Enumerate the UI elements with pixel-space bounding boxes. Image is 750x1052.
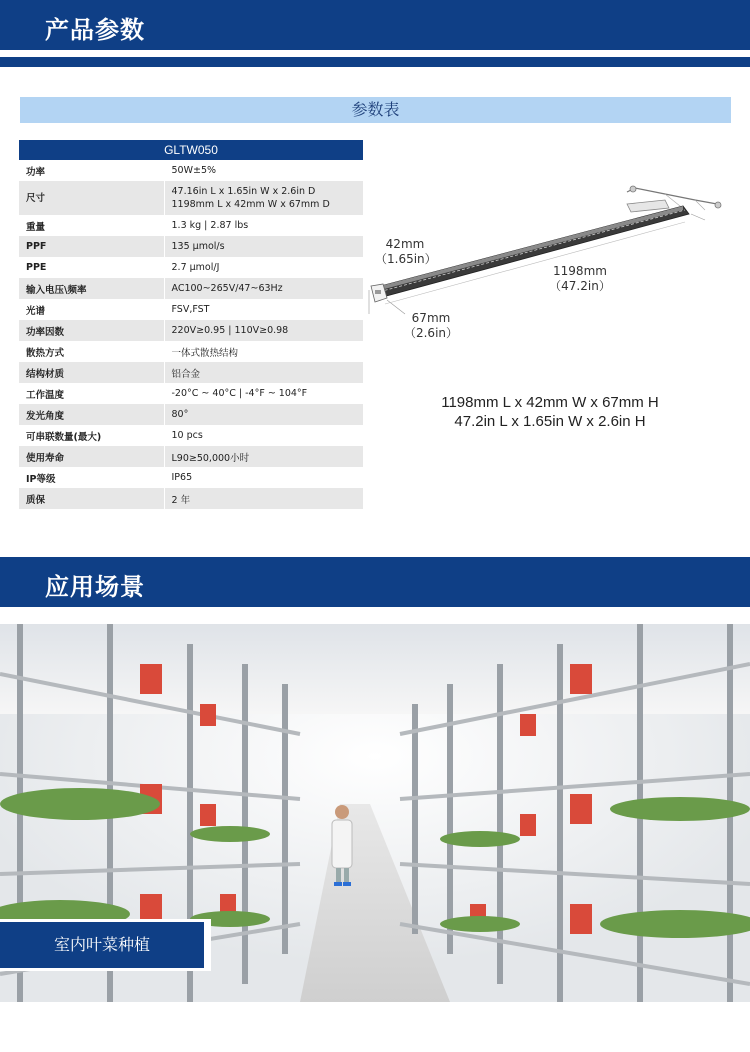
spec-row xyxy=(19,341,363,362)
spec-label: 工作温度 xyxy=(19,383,164,404)
spec-value xyxy=(164,181,363,215)
spec-value-line: -20°C ~ 40°C | -4°F ~ 104°F xyxy=(171,388,308,399)
dimension-diagram xyxy=(365,180,735,350)
spec-label: 质保 xyxy=(19,488,164,509)
spec-row xyxy=(19,299,363,320)
length-dimension xyxy=(545,264,615,294)
spec-value-line: 47.16in L x 1.65in W x 2.6in D xyxy=(171,186,316,197)
spec-value-line: 2 年 xyxy=(171,494,191,506)
spec-value xyxy=(164,362,363,383)
summary-metric: 1198mm L x 42mm W x 67mm H xyxy=(441,394,659,411)
spec-value-line: 80° xyxy=(171,409,189,420)
section-title: 应用场景 xyxy=(45,573,145,601)
spec-value-line: L90≥50,000小时 xyxy=(171,452,250,464)
spec-row xyxy=(19,404,363,425)
spec-value xyxy=(164,278,363,299)
width-mm: 42mm xyxy=(385,237,425,251)
spec-row xyxy=(19,425,363,446)
spec-value xyxy=(164,299,363,320)
spec-row xyxy=(19,236,363,257)
length-in: （47.2in） xyxy=(549,279,611,293)
height-dimension xyxy=(401,311,461,341)
spec-value xyxy=(164,236,363,257)
spec-row xyxy=(19,257,363,278)
product-params-banner xyxy=(0,0,750,50)
spec-label: PPF xyxy=(19,236,164,257)
spec-row xyxy=(19,160,363,181)
spec-row xyxy=(19,383,363,404)
length-mm: 1198mm xyxy=(553,264,607,278)
application-caption: 室内叶菜种植 xyxy=(0,922,204,968)
spec-value-line: AC100~265V/47~63Hz xyxy=(171,283,283,294)
spec-value-line: 50W±5% xyxy=(171,165,217,176)
spec-row xyxy=(19,181,363,215)
width-dimension xyxy=(375,237,435,267)
spec-label: PPE xyxy=(19,257,164,278)
spec-value xyxy=(164,320,363,341)
spec-value xyxy=(164,341,363,362)
spec-label: 散热方式 xyxy=(19,341,164,362)
spec-row xyxy=(19,320,363,341)
spec-value-line: 1198mm L x 42mm W x 67mm D xyxy=(171,199,330,210)
spec-row xyxy=(19,467,363,488)
dimension-summary xyxy=(400,393,700,431)
spec-row xyxy=(19,362,363,383)
spec-value-line: 1.3 kg | 2.87 lbs xyxy=(171,220,249,231)
spec-value-line: FSV,FST xyxy=(171,304,210,315)
spec-value-line: 铝合金 xyxy=(171,368,201,380)
spec-value-line: 10 pcs xyxy=(171,430,203,441)
param-table-header: 参数表 xyxy=(20,97,731,123)
spec-label: 尺寸 xyxy=(19,181,164,215)
spec-label: 重量 xyxy=(19,215,164,236)
spec-label: 功率 xyxy=(19,160,164,181)
spec-value xyxy=(164,467,363,488)
section-title: 产品参数 xyxy=(45,16,145,44)
spec-value-line: IP65 xyxy=(171,472,193,483)
spec-value xyxy=(164,404,363,425)
spec-value xyxy=(164,383,363,404)
model-name: GLTW050 xyxy=(19,140,363,160)
spec-value-line: 一体式散热结构 xyxy=(171,347,239,359)
spec-value xyxy=(164,425,363,446)
spec-value-line: 2.7 μmol/J xyxy=(171,262,220,273)
width-in: （1.65in） xyxy=(375,252,437,266)
spec-value xyxy=(164,160,363,181)
spec-value-line: 135 μmol/s xyxy=(171,241,225,252)
spec-row xyxy=(19,278,363,299)
spec-table xyxy=(19,140,363,509)
divider-stripe xyxy=(0,57,750,67)
summary-imperial: 47.2in L x 1.65in W x 2.6in H xyxy=(454,413,646,430)
spec-label: 可串联数量(最大) xyxy=(19,425,164,446)
spec-value xyxy=(164,257,363,278)
spec-value-line: 220V≥0.95 | 110V≥0.98 xyxy=(171,325,289,336)
spec-row xyxy=(19,215,363,236)
height-in: （2.6in） xyxy=(403,326,459,340)
spec-row xyxy=(19,488,363,509)
spec-row xyxy=(19,446,363,467)
spec-label: 功率因数 xyxy=(19,320,164,341)
spec-label: 使用寿命 xyxy=(19,446,164,467)
spec-label: 光谱 xyxy=(19,299,164,320)
spec-label: 发光角度 xyxy=(19,404,164,425)
spec-label: 输入电压\频率 xyxy=(19,278,164,299)
spec-label: 结构材质 xyxy=(19,362,164,383)
height-mm: 67mm xyxy=(411,311,451,325)
spec-value xyxy=(164,488,363,509)
caption-box xyxy=(0,919,211,971)
spec-value xyxy=(164,215,363,236)
spec-label: IP等级 xyxy=(19,467,164,488)
spec-value xyxy=(164,446,363,467)
application-banner xyxy=(0,557,750,607)
